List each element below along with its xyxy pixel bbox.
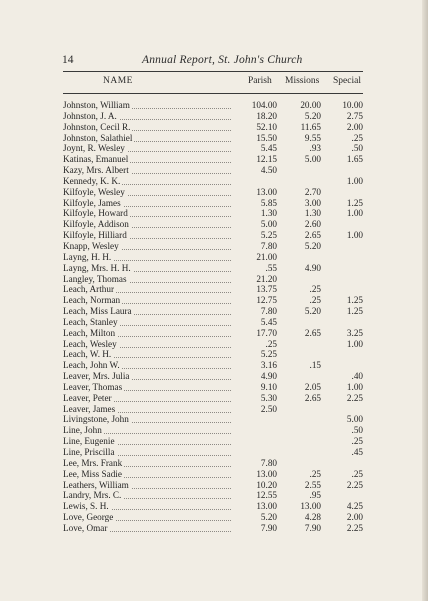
parish-amount: 15.50 — [256, 132, 277, 143]
table-row — [63, 382, 363, 393]
table-row — [63, 425, 363, 436]
parish-amount: 5.25 — [260, 349, 277, 360]
contributor-name: Johnston, J. A. — [63, 110, 117, 121]
missions-amount: 4.90 — [304, 262, 321, 273]
contributor-name: Knapp, Wesley — [63, 240, 119, 251]
table-row — [63, 436, 363, 447]
special-amount: 1.00 — [346, 208, 363, 219]
missions-amount: .25 — [309, 468, 321, 479]
header-rule — [63, 71, 363, 72]
table-row — [63, 122, 363, 133]
special-amount: 2.25 — [346, 522, 363, 533]
table-row — [63, 208, 363, 219]
missions-amount: 3.00 — [304, 197, 321, 208]
missions-amount: 5.00 — [304, 154, 321, 165]
table-row — [63, 458, 363, 469]
contributor-name: Leach, Miss Laura — [63, 306, 132, 317]
parish-amount: 21.00 — [256, 251, 277, 262]
missions-amount: .15 — [309, 360, 321, 371]
contributor-name: Leach, Arthur — [63, 284, 115, 295]
missions-amount: 2.65 — [304, 230, 321, 241]
table-row — [63, 469, 363, 480]
parish-amount: 12.15 — [256, 154, 277, 165]
missions-amount: 5.20 — [304, 110, 321, 121]
parish-amount: 5.25 — [260, 230, 277, 241]
parish-amount: 52.10 — [256, 121, 277, 132]
table-row — [63, 219, 363, 230]
missions-amount: 9.55 — [304, 132, 321, 143]
special-amount: .45 — [351, 447, 363, 457]
parish-amount: 9.10 — [260, 381, 277, 392]
missions-amount: 5.20 — [304, 240, 321, 251]
table-row — [63, 339, 363, 350]
parish-amount: 104.00 — [251, 100, 277, 110]
contributor-name: Leach, John W. — [63, 360, 120, 371]
missions-amount: .93 — [309, 143, 321, 154]
table-row — [63, 198, 363, 209]
parish-amount: 7.90 — [260, 522, 277, 533]
contributor-name: Love, George — [63, 512, 114, 523]
contributor-name: Leach, Norman — [63, 295, 121, 306]
table-row — [63, 100, 363, 111]
table-row — [63, 143, 363, 154]
special-amount: 2.75 — [346, 110, 363, 121]
parish-amount: 12.75 — [256, 295, 277, 306]
missions-amount: 20.00 — [300, 100, 321, 110]
table-row — [63, 306, 363, 317]
contributor-name: Leach, Milton — [63, 327, 116, 338]
parish-amount: 18.20 — [256, 110, 277, 121]
parish-amount: 13.00 — [256, 468, 277, 479]
contributor-name: Kilfoyle, James — [63, 197, 121, 208]
contributor-name: Leaver, James — [63, 403, 116, 414]
contributor-name: Layng, Mrs. H. H. — [63, 262, 131, 273]
parish-amount: 17.70 — [256, 327, 277, 338]
missions-amount: .25 — [309, 295, 321, 306]
contributor-name: Livingstone, John — [63, 414, 129, 425]
column-header-parish: Parish — [248, 76, 272, 86]
parish-amount: 5.45 — [260, 143, 277, 154]
special-amount: 2.00 — [346, 512, 363, 523]
contributor-name: Johnston, Salathiel — [63, 132, 133, 143]
contributor-name: Leathers, William — [63, 479, 129, 490]
contributor-name: Katinas, Emanuel — [63, 154, 129, 165]
special-amount: 4.25 — [346, 501, 363, 512]
parish-amount: .55 — [265, 262, 277, 273]
parish-amount: 5.20 — [260, 512, 277, 523]
parish-amount: 7.80 — [260, 306, 277, 317]
table-row — [63, 295, 363, 306]
parish-amount: 5.45 — [260, 316, 277, 327]
special-amount: 1.00 — [346, 338, 363, 349]
contributor-name: Lee, Mrs. Frank — [63, 457, 123, 468]
missions-amount: .25 — [309, 284, 321, 295]
page-number: 14 — [62, 54, 74, 66]
table-row — [63, 490, 363, 501]
contributor-name: Kennedy, K. K. — [63, 175, 121, 186]
special-amount: 1.00 — [346, 381, 363, 392]
table-row — [63, 284, 363, 295]
special-amount: 5.00 — [346, 414, 363, 425]
special-amount: .25 — [351, 436, 363, 447]
special-amount: 1.00 — [346, 175, 363, 186]
table-row — [63, 360, 363, 371]
contributor-name: Johnston, William — [63, 100, 130, 110]
parish-amount: 5.00 — [260, 219, 277, 230]
contributor-name: Line, John — [63, 425, 102, 436]
missions-amount: 1.30 — [304, 208, 321, 219]
missions-amount: 2.05 — [304, 381, 321, 392]
table-row — [63, 165, 363, 176]
special-amount: 2.25 — [346, 392, 363, 403]
column-header-special: Special — [333, 76, 361, 86]
parish-amount: 7.80 — [260, 457, 277, 468]
parish-amount: 13.75 — [256, 284, 277, 295]
table-row — [63, 187, 363, 198]
special-amount: .25 — [351, 132, 363, 143]
table-row — [63, 263, 363, 274]
contributor-name: Line, Eugenie — [63, 436, 115, 447]
parish-amount: 4.50 — [260, 165, 277, 176]
table-row — [63, 447, 363, 458]
parish-amount: 2.50 — [260, 403, 277, 414]
contributor-name: Kazy, Mrs. Albert — [63, 165, 129, 176]
table-row — [63, 154, 363, 165]
contributor-name: Kilfoyle, Howard — [63, 208, 128, 219]
page-header — [62, 54, 362, 70]
missions-amount: 7.90 — [304, 522, 321, 533]
table-row — [63, 241, 363, 252]
missions-amount: 2.65 — [304, 327, 321, 338]
table-row — [63, 414, 363, 425]
missions-amount: 13.00 — [300, 501, 321, 512]
parish-amount: 10.20 — [256, 479, 277, 490]
special-amount: 1.25 — [346, 295, 363, 306]
missions-amount: 2.65 — [304, 392, 321, 403]
table-row — [63, 404, 363, 415]
parish-amount: 4.90 — [260, 371, 277, 382]
table-row — [63, 317, 363, 328]
contributor-name: Line, Priscilla — [63, 447, 115, 457]
contributor-name: Kilfoyle, Hilliard — [63, 230, 127, 241]
parish-amount: 12.55 — [256, 490, 277, 501]
table-row — [63, 349, 363, 360]
table-row — [63, 371, 363, 382]
table-row — [63, 501, 363, 512]
parish-amount: 3.16 — [260, 360, 277, 371]
contributor-name: Kilfoyle, Wesley — [63, 186, 125, 197]
contributor-name: Joynt, R. Wesley — [63, 143, 125, 154]
missions-amount: 5.20 — [304, 306, 321, 317]
special-amount: 10.00 — [342, 100, 363, 110]
column-header-missions: Missions — [285, 76, 320, 86]
special-amount: 2.25 — [346, 479, 363, 490]
parish-amount: 21.20 — [256, 273, 277, 284]
special-amount: 1.25 — [346, 197, 363, 208]
parish-amount: 7.80 — [260, 240, 277, 251]
contributor-name: Leach, Stanley — [63, 316, 118, 327]
special-amount: .25 — [351, 468, 363, 479]
table-row — [63, 133, 363, 144]
special-amount: 1.00 — [346, 230, 363, 241]
contributor-name: Leach, Wesley — [63, 338, 117, 349]
parish-amount: 13.00 — [256, 501, 277, 512]
contributor-name: Lewis, S. H. — [63, 501, 109, 512]
table-row — [63, 111, 363, 122]
contributor-name: Layng, H. H. — [63, 251, 112, 262]
contributor-name: Langley, Thomas — [63, 273, 127, 284]
table-row — [63, 512, 363, 523]
contributor-name: Leaver, Mrs. Julia — [63, 371, 130, 382]
table-row — [63, 523, 363, 534]
table-row — [63, 274, 363, 285]
contributor-name: Leaver, Thomas — [63, 381, 123, 392]
contributor-name: Kilfoyle, Addison — [63, 219, 129, 230]
column-headers — [63, 76, 363, 90]
running-title: Annual Report, St. John's Church — [142, 54, 303, 66]
column-header-rule — [63, 93, 363, 94]
column-header-name: NAME — [103, 76, 133, 86]
contributor-name: Lee, Miss Sadie — [63, 468, 122, 479]
table-row — [63, 480, 363, 491]
special-amount: .50 — [351, 425, 363, 436]
contributor-name: Leaver, Peter — [63, 392, 112, 403]
special-amount: 2.00 — [346, 121, 363, 132]
missions-amount: .95 — [309, 490, 321, 501]
table-row — [63, 328, 363, 339]
page-edge-shadow — [422, 0, 428, 601]
special-amount: .40 — [351, 371, 363, 382]
special-amount: 1.25 — [346, 306, 363, 317]
parish-amount: 5.85 — [260, 197, 277, 208]
contributor-name: Love, Omar — [63, 522, 108, 533]
contributor-name: Johnston, Cecil R. — [63, 121, 131, 132]
special-amount: .50 — [351, 143, 363, 154]
missions-amount: 11.65 — [300, 121, 321, 132]
parish-amount: .25 — [265, 338, 277, 349]
contributor-name: Landry, Mrs. C. — [63, 490, 122, 501]
parish-amount: 1.30 — [260, 208, 277, 219]
missions-amount: 2.60 — [304, 219, 321, 230]
missions-amount: 4.28 — [304, 512, 321, 523]
parish-amount: 13.00 — [256, 186, 277, 197]
table-row — [63, 252, 363, 263]
missions-amount: 2.55 — [304, 479, 321, 490]
parish-amount: 5.30 — [260, 392, 277, 403]
special-amount: 3.25 — [346, 327, 363, 338]
table-row — [63, 230, 363, 241]
missions-amount: 2.70 — [304, 186, 321, 197]
table-row — [63, 176, 363, 187]
special-amount: 1.65 — [346, 154, 363, 165]
contributor-name: Leach, W. H. — [63, 349, 112, 360]
table-row — [63, 393, 363, 404]
contributions-table — [63, 100, 363, 534]
